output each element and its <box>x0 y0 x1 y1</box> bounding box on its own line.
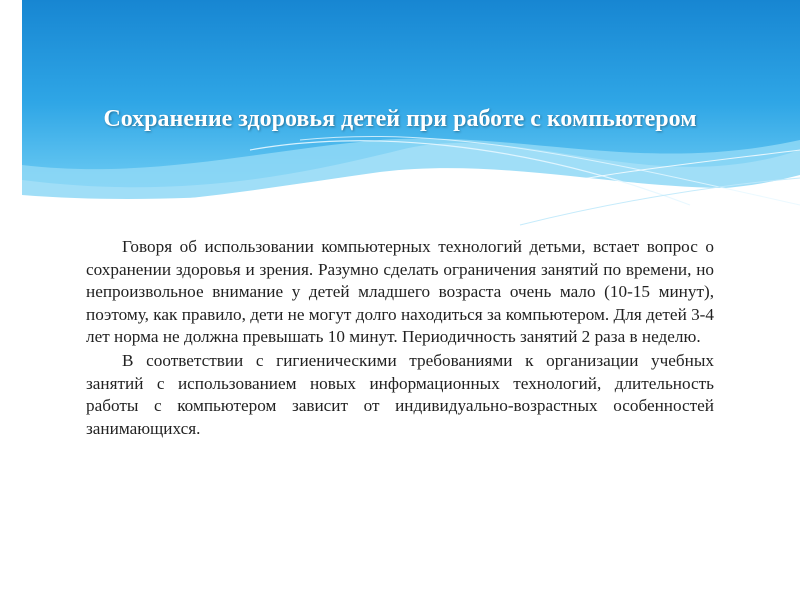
slide-title: Сохранение здоровья детей при работе с компьютером <box>103 106 697 132</box>
left-strip <box>0 0 22 230</box>
body-paragraph-2: В соответствии с гигиеническими требованиями к организации учебных занятий с использованием новых информационных технологий, длительность работы с компьютером зависит от индивидуально-возрастных особенностей занимающихся. <box>86 350 714 438</box>
body-paragraph-1: Говоря об использовании компьютерных технологий детьми, встает вопрос о сохранении здоровья и зрения. Разумно сделать ограничения занятий по времени, но непроизвольное внимание у детей младшего возраста очень мало (10-15 минут), поэтому, как правило, дети не могут долго находиться за компьютером. Для детей 3-4 лет норма не должна превышать 10 минут. Периодичность занятий 2 раза в неделю. <box>86 237 714 347</box>
slide-body <box>86 236 714 440</box>
